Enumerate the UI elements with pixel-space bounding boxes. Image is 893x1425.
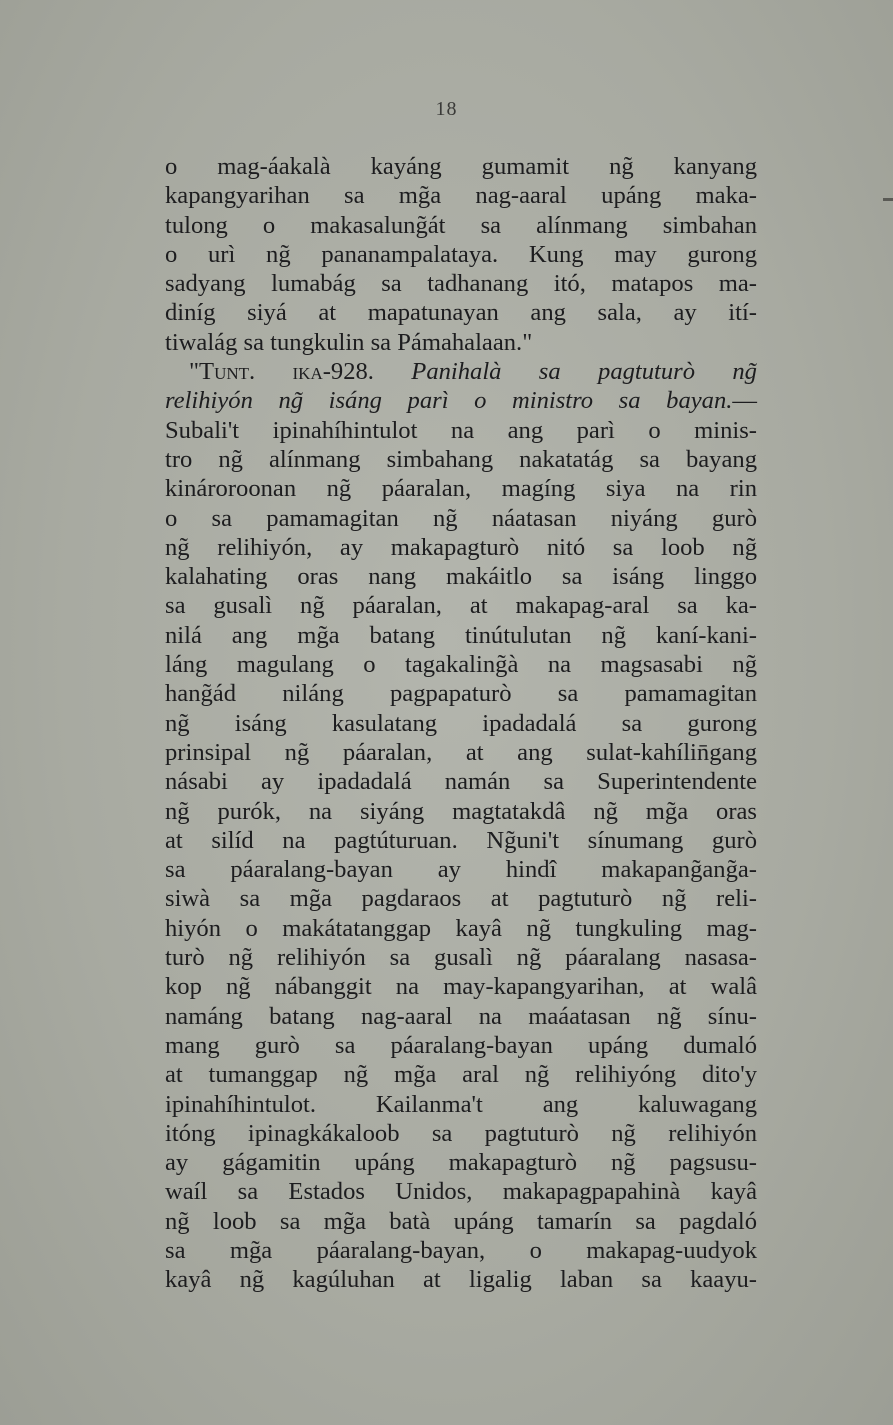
section-number-prefix: ika [292,358,323,386]
text-line: ipinahíhintulot. Kailanma't ang kaluwagang [165,1090,757,1118]
page-edge-mark [883,198,893,201]
section-title-part1: Panihalà sa pagtuturò ng̃ [411,358,757,386]
text-line: ng̃ isáng kasulatang ipadadalá sa gurong [165,709,757,737]
text-line: turò ng̃ relihiyón sa gusalì ng̃ páaralang nasasa- [165,944,757,972]
text-line: láng magulang o tagakaling̃à na magsasabi ng̃ [165,651,757,679]
text-line: sa páaralang-bayan ay hindî makapang̃ang̃a- [165,856,757,884]
text-line: ng̃ loob sa mg̃a batà upáng tamarín sa pagdaló [165,1207,757,1235]
text-line: ay gágamitin upáng makapagturò ng̃ pagsusu- [165,1149,757,1177]
section-number: -928. [322,358,374,386]
text-line: nilá ang mg̃a batang tinútulutan ng̃ kaní-kani- [165,621,757,649]
text-line: ng̃ purók, na siyáng magtatakdâ ng̃ mg̃a oras [165,797,757,825]
page-number: 18 [435,98,458,120]
section-open-quote: " [189,358,200,386]
section-label: Tunt. [199,358,256,386]
text-line: tro ng̃ alínmang simbahang nakatatág sa bayang [165,445,757,473]
text-line: at silíd na pagtúturuan. Ng̃uni't sínumang gurò [165,826,757,854]
text-line: kayâ ng̃ kagúluhan at ligalig laban sa kaayu- [165,1266,757,1294]
text-line: namáng batang nag-aaral na maáatasan ng̃ sínu- [165,1002,757,1030]
section-heading-line [165,357,757,386]
text-line: kop ng̃ nábanggit na may-kapangyarihan, at walâ [165,973,757,1001]
text-line: waíl sa Estados Unidos, makapagpapahinà kayâ [165,1178,757,1206]
text-line: o urì ng̃ pananampalataya. Kung may gurong [165,240,757,268]
text-line: Subali't ipinahíhintulot na ang parì o minis- [165,416,757,444]
text-line: kinároroonan ng̃ páaralan, magíng siya na rin [165,475,757,503]
section-dash: — [732,387,757,415]
text-line: mang gurò sa páaralang-bayan upáng dumaló [165,1031,757,1059]
text-line: sa mg̃a páaralang-bayan, o makapag-uudyok [165,1236,757,1264]
section-heading-line [165,386,757,415]
section-title-part2: relihiyón ng̃ isáng parì o ministro sa bayan. [165,387,733,415]
text-line: itóng ipinagkákaloob sa pagtuturò ng̃ relihiyón [165,1119,757,1147]
text-line: prinsipal ng̃ páaralan, at ang sulat-kahílin̄gang [165,738,757,766]
text-line: o mag-áakalà kayáng gumamit ng̃ kanyang [165,153,757,180]
text-line: kapangyarihan sa mg̃a nag-aaral upáng maka- [165,182,757,210]
text-line: sadyang lumabág sa tadhanang itó, matapos ma- [165,270,757,298]
text-line: at tumanggap ng̃ mg̃a aral ng̃ relihiyóng dito'y [165,1061,757,1089]
text-line: sa gusalì ng̃ páaralan, at makapag-aral sa ka- [165,592,757,620]
text-line: tulong o makasalung̃át sa alínmang simbahan [165,211,757,239]
text-line: siwà sa mg̃a pagdaraos at pagtuturò ng̃ reli- [165,885,757,913]
body-text [165,152,757,1295]
text-line: hiyón o makátatanggap kayâ ng̃ tungkuling mag- [165,914,757,942]
text-line: hang̃ád niláng pagpapaturò sa pamamagitan [165,680,757,708]
text-line: o sa pamamagitan ng̃ náatasan niyáng gurò [165,504,757,532]
text-line: tiwalág sa tungkulin sa Pámahalaan." [165,328,533,356]
text-line: diníg siyá at mapatunayan ang sala, ay ití- [165,299,757,327]
text-line: kalahating oras nang makáitlo sa isáng linggo [165,563,757,591]
text-line: ng̃ relihiyón, ay makapagturò nitó sa loob ng̃ [165,533,757,561]
text-line: násabi ay ipadadalá namán sa Superintendente [165,768,757,796]
